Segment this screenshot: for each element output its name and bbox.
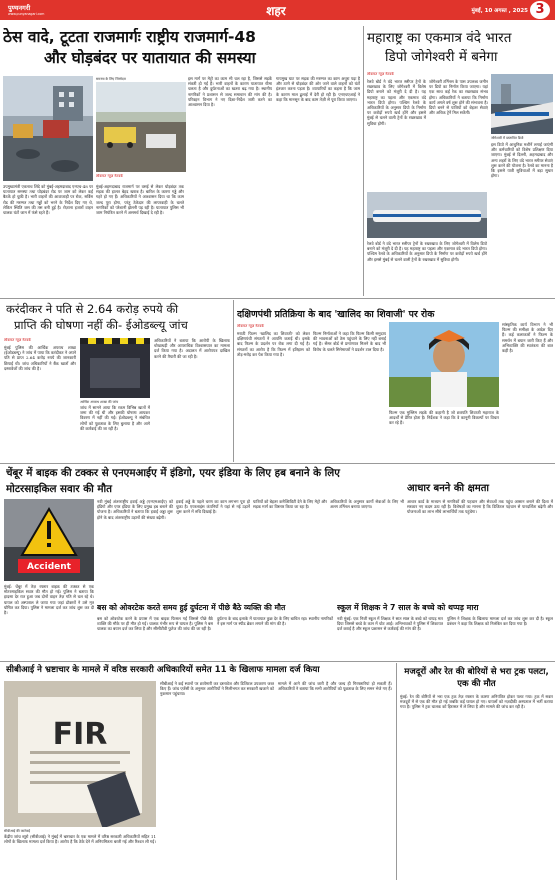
story7-column-2: दुर्घटना के बाद इलाके में यातायात कुछ देर के लिए बाधित रहा। स्थानीय नागरिकों ने इस मार्ग पर स्पीड ब्रेकर लगाने की मांग की है। [217,616,333,627]
story3-column-2: जांच में सामने आया कि रकम विभिन्न खातों में जमा की गई थी और इसकी घोषणा आयकर विवरण में नहीं की गई। ईओडब्ल्यू ने संबंधित लोगों को पूछताछ के लिए बुलाया है और आगे की कार्रवाई की जा रही है। [80,405,150,431]
story1-column-2: मुंबई-अहमदाबाद राजमार्ग पर वसई से लेकर घोड़बंदर तक सड़क की हालत बेहद खराब है। बारिश के कारण गड्ढे और गहरे हो गए हैं। अधिकारियों ने आश्वासन दिया था कि काम जल्द पूरा होगा, परंतु ठेकेदार की लापरवाही के चलते नागरिकों को परेशानी झेलनी पड़ रही है। यातायात पुलिस भी जाम नियंत्रित करने में असमर्थ दिखाई दे रही है। [96,184,184,216]
story4-column-2: फिल्म निर्माताओं ने कहा कि फिल्म किसी समुदाय की भावनाओं को ठेस पहुंचाने के लिए नहीं बनाई गई है। सेंसर बोर्ड से प्रमाणपत्र मिलने के बाद भी विरोध के चलते सिनेमाघरों ने प्रदर्शन टाल दिया है। [313,331,386,352]
masthead-logo: पुण्यनगरी [8,4,31,12]
page-number-badge [530,1,550,19]
masthead [0,0,555,20]
story1-byline: लोकमत न्यूज़ नेटवर्क [96,174,123,178]
story1-column-4: गायमुख घाट पर सड़क की मरम्मत का काम अधूरा पड़ा है और ठाणे से घोड़बंदर की ओर जाने वाले वाहनों को घंटों इंतजार करना पड़ता है। व्यापारियों का कहना है कि जाम के कारण माल ढुलाई में देरी हो रही है। एनएचएआई ने कहा कि मानसून के बाद काम तेज़ी से पूरा किया जाएगा। [276,76,360,102]
story2-photo-caption: जोगेश्वरी में प्रस्तावित डिपो [491,136,524,140]
story1-photo [3,76,93,181]
story3-caption: आर्थिक अपराध शाखा की जांच [80,400,119,404]
column-divider [363,26,364,296]
story8-column-1: नवी मुंबई: एक निजी स्कूल में शिक्षक ने सात साल के बच्चे को थप्पड़ मार दिया जिससे बच्चे के कान में चोट आई। अभिभावकों ने पुलिस में शिकायत दर्ज कराई है और स्कूल प्रशासन से कार्रवाई की मांग की है। [337,616,443,632]
story10-column-1: मुंबई: रेत की बोरियों से भरा एक ट्रक तेज़ रफ्तार के कारण अनियंत्रित होकर पलट गया। ट्रक में सवार मजदूरों में से एक की मौत हो गई जबकि कई घायल हो गए। घायलों को नज़दीकी अस्पताल में भर्ती कराया गया है। पुलिस ने ट्रक चालक को हिरासत में ले लिया है और मामले की जांच कर रही है। [400,694,553,710]
story8-column-2: पुलिस ने शिक्षक के खिलाफ मामला दर्ज कर जांच शुरू कर दी है। स्कूल प्रबंधन ने कहा कि शिक्षक को निलंबित कर दिया गया है। [447,616,553,627]
story3-column-3: अधिकारियों ने बताया कि आरोपी के खिलाफ धोखाधड़ी और आपराधिक विश्वासघात का मामला दर्ज किया गया है। अदालत में आरोपपत्र दाखिल करने की तैयारी की जा रही है। [154,338,230,359]
story8-headline: स्कूल में शिक्षक ने 7 साल के बच्चे को थप्पड़ मारा [337,603,479,612]
story5-column-3: हवाई अड्डे के पहले चरण का काम लगभग पूरा हो चुका है। एयरलाइंस कंपनियों ने यहां से नई उड़ानें शुरू करने में रुचि दिखाई है। [176,499,250,515]
horizontal-rule [0,661,555,662]
story9-headline: सीबीआई ने भ्रष्टाचार के मामले में वरिष्ठ सरकारी अधिकारियों समेत 11 के खिलाफ मामला दर्ज किया [6,665,320,675]
story3-headline-line2: प्राप्ति की घोषणा नहीं की- ईओडब्ल्यू जांच [14,318,188,332]
story9-column-1: केंद्रीय जांच ब्यूरो (सीबीआई) ने मुंबई में भ्रष्टाचार के एक मामले में वरिष्ठ सरकारी अधिकारियों सहित 11 लोगों के खिलाफ मामला दर्ज किया है। आरोप है कि ठेके देने में अनियमितता बरती गई और रिश्वत ली गई। [4,834,156,845]
story1-column-1: उपमुख्यमंत्री एकनाथ शिंदे को मुंबई-अहमदाबाद एनएच-48 पर यातायात समस्या तथा घोड़बंदर रोड पर जाम को लेकर कई बैठकें हो चुकी है। भारी वाहनों की आवाजाही पर रोक, सर्विस रोड की मरम्मत तथा गड्ढों को भरने के निर्देश दिए गए थे, लेकिन स्थिति जस की तस बनी हुई है। रोज़ाना हजारों वाहन चालक घंटों जाम में फंसे रहते हैं। [3,184,93,216]
story10-headline: मजदूरों और रेत की बोरियों से भरा ट्रक पलटा, एक की मौत [404,667,549,689]
story2-column-3: इस डिपो में आधुनिक मशीनें लगाई जाएंगी और कर्मचारियों को विशेष प्रशिक्षण दिया जाएगा। मुंबई से दिल्ली, अहमदाबाद और अन्य शहरों के लिए वंदे भारत स्लीपर सेवाएं शुरू करने की योजना है। रेलवे का मानना है कि इससे यात्री सुविधाओं में बड़ा सुधार होगा। [491,142,553,179]
story1-headline-line1: ठेस वादे, टूटता राजमार्गः राष्ट्रीय राजमार्ग-48 [3,28,256,46]
section-title: शहर [266,4,286,18]
story9-column-2: सीबीआई ने कई स्थानों पर छापेमारी कर दस्तावेज और डिजिटल उपकरण जब्त किए हैं। जांच एजेंसी के अनुसार आरोपियों ने मिलीभगत कर सरकारी खजाने को नुकसान पहुंचाया। [160,681,274,697]
horizontal-rule [0,463,555,464]
story4-column-4: सांस्कृतिक कार्य विभाग ने भी फिल्म की समीक्षा के आदेश दिए हैं। कई कलाकारों ने फिल्म के समर्थन में बयान जारी किए हैं और अभिव्यक्ति की स्वतंत्रता की बात कही है। [502,322,553,354]
story2-column-2: जोगेश्वरी टर्मिनस के पास उपलब्ध जमीन पर डिपो का निर्माण किया जाएगा। यहां एक साथ कई रेक का रखरखाव संभव होगा। अधिकारियों ने बताया कि निर्माण कार्य अगले वर्ष शुरू होने की संभावना है। डिपो बनने से यात्रियों को बेहतर सेवाएं और अधिक ट्रेनें मिल सकेंगी। [429,79,488,116]
story4-column-1: मराठी फिल्म 'खालिद का शिवाजी' को लेकर दक्षिणपंथी संगठनों ने आपत्ति जताई थी। इसके बाद फिल्म के प्रदर्शन पर रोक लगा दी गई है। संगठनों का आरोप है कि फिल्म में इतिहास को तोड़-मरोड़ कर पेश किया गया है। [237,331,310,357]
story2-photo-2 [367,192,487,238]
story1-photo-2 [96,82,186,172]
story1-column-3: इस मार्ग पर मेट्रो का काम भी चल रहा है, जिससे सड़कें संकरी हो गई हैं। भारी वाहनों के कारण यातायात धीमा चलता है और दुर्घटनाओं का खतरा बढ़ गया है। स्थानीय नागरिकों ने प्रशासन से जल्द समाधान की मांग की है। परिवहन विभाग ने नए दिशा-निर्देश जारी करने का आश्वासन दिया है। [188,76,272,108]
story2-column-1: रेलवे बोर्ड ने वंदे भारत स्लीपर ट्रेनों के रखरखाव के लिए जोगेश्वरी में विशेष डिपो बनाने को मंजूरी दे दी है। यह महाराष्ट्र का पहला और एकमात्र वंदे भारत डिपो होगा। पश्चिम रेलवे के अधिकारियों के अनुसार डिपो के निर्माण पर करोड़ों रुपये खर्च होंगे और इससे मुंबई से चलने वाली ट्रेनों के रखरखाव में सुविधा होगी। [367,79,426,126]
horizontal-rule [0,298,555,299]
story3-column-1: मुंबई पुलिस की आर्थिक अपराध शाखा (ईओडब्ल्यू) ने जांच में पाया कि करंदीकर ने अपने पति से प्राप्त 2.64 करोड़ रुपये की जानकारी छिपाई थी। जांच अधिकारियों ने बैंक खातों और दस्तावेजों की जांच की है। [4,345,76,371]
column-divider [233,300,234,462]
story5-column-1: मुंबई: चेंबूर में तेज़ रफ्तार बाइक की टक्कर से एक मोटरसाइकिल सवार की मौत हो गई। पुलिस ने बताया कि हादसा देर रात हुआ जब दोनों वाहन तेज़ गति से चल रहे थे। घायल को अस्पताल ले जाया गया जहां डॉक्टरों ने उसे मृत घोषित कर दिया। पुलिस ने मामला दर्ज कर जांच शुरू कर दी है। [4,584,94,616]
story5-column-5: अधिकारियों के अनुसार कार्गो सेवाओं के लिए भी अलग टर्मिनल बनाया जाएगा। [330,499,404,510]
story9-column-3: मामले में आगे की जांच जारी है और जल्द ही गिरफ्तारियां हो सकती हैं। अधिकारियों ने बताया कि सभी आरोपियों को पूछताछ के लिए समन भेजे गए हैं। [278,681,392,692]
story6-headline: आधार बनने की क्षमता [407,483,490,494]
story4-photo [389,322,499,407]
story1-caption: समस्या के लिए जिम्मेदार [96,77,126,81]
story4-headline: दक्षिणपंथी प्रतिक्रिया के बाद 'खालिद का शिवाजी' पर रोक [237,309,435,320]
story2-byline: लोकमत न्यूज़ नेटवर्क [367,72,394,76]
story5-headline-line2: मोटरसाइकिल सवार की मौत [6,483,113,495]
accident-sign-text: Accident [27,562,71,572]
story9-caption: सीबीआई की कार्रवाई [4,829,31,833]
story3-byline: लोकमत न्यूज़ नेटवर्क [4,338,31,342]
masthead-url[interactable]: www.punyanagari.com [8,12,45,16]
story2-headline-line1: महाराष्ट्र का एकमात्र वंदे भारत [367,30,512,46]
story9-photo [4,681,156,827]
story5-column-2: नवी मुंबई अंतरराष्ट्रीय हवाई अड्डे (एनएमआईए) को इंडिगो और एयर इंडिया के लिए प्रमुख हब बनाने की योजना है। अधिकारियों ने बताया कि हवाई अड्डा शुरू होने के बाद अंतरराष्ट्रीय उड़ानों की संख्या बढ़ेगी। [97,499,173,520]
dateline: मुंबई, 10 अगस्त , 2025 [471,8,528,14]
story2-photo [491,74,553,134]
story6-column-1: आधार कार्ड के माध्यम से नागरिकों की पहचान और सेवाओं तक पहुंच आसान बनाने की दिशा में सरकार नए कदम उठा रही है। विशेषज्ञों का मानना है कि डिजिटल पहचान से पारदर्शिता बढ़ेगी और योजनाओं का लाभ सीधे लाभार्थियों तक पहुंचेगा। [407,499,553,515]
column-divider [396,663,397,880]
story3-headline-line1: करंदीकर ने पति से 2.64 करोड़ रुपये की [6,302,179,316]
story2-column-4: रेलवे बोर्ड ने वंदे भारत स्लीपर ट्रेनों के रखरखाव के लिए जोगेश्वरी में विशेष डिपो बनाने को मंजूरी दे दी है। यह महाराष्ट्र का पहला और एकमात्र वंदे भारत डिपो होगा। पश्चिम रेलवे के अधिकारियों के अनुसार डिपो के निर्माण पर करोड़ों रुपये खर्च होंगे और इससे मुंबई से चलने वाली ट्रेनों के रखरखाव में सुविधा होगी। [367,241,487,262]
fir-stamp-text: FIR [52,717,108,752]
story4-byline: लोकमत न्यूज़ नेटवर्क [237,324,264,328]
story3-photo [80,338,150,398]
page-number: 3 [535,2,545,17]
story2-headline-line2: डिपो जोगेश्वरी में बनेगा [385,49,498,65]
story7-column-1: बस को ओवरटेक करने के प्रयास में एक बाइक फिसल गई जिससे पीछे बैठे व्यक्ति की मौके पर ही मौत हो गई। चालक गंभीर रूप से घायल है। पुलिस ने बस चालक का बयान दर्ज कर लिया है और सीसीटीवी फुटेज की जांच की जा रही है। [97,616,213,632]
story4-column-3: फिल्म एक मुस्लिम लड़के की कहानी है जो छत्रपति शिवाजी महाराज के आदर्शों से प्रेरित होता है। निर्देशक ने कहा कि वे कानूनी विकल्पों पर विचार कर रहे हैं। [389,410,499,426]
story5-headline-line1: चेंबूर में बाइक की टक्कर से एनएमआईए में इंडिगो, एयर इंडिया के लिए हब बनाने के लिए [6,467,340,479]
story1-headline-line2: और घोड़बंदर पर यातायात की समस्या [44,49,256,67]
story5-column-4: यात्रियों को बेहतर कनेक्टिविटी देने के लिए मेट्रो और सड़क मार्ग का विस्तार किया जा रहा है। [253,499,327,510]
story7-headline: बस को ओवरटेक करते समय हुई दुर्घटना में पीछे बैठे व्यक्ति की मौत [97,603,286,612]
